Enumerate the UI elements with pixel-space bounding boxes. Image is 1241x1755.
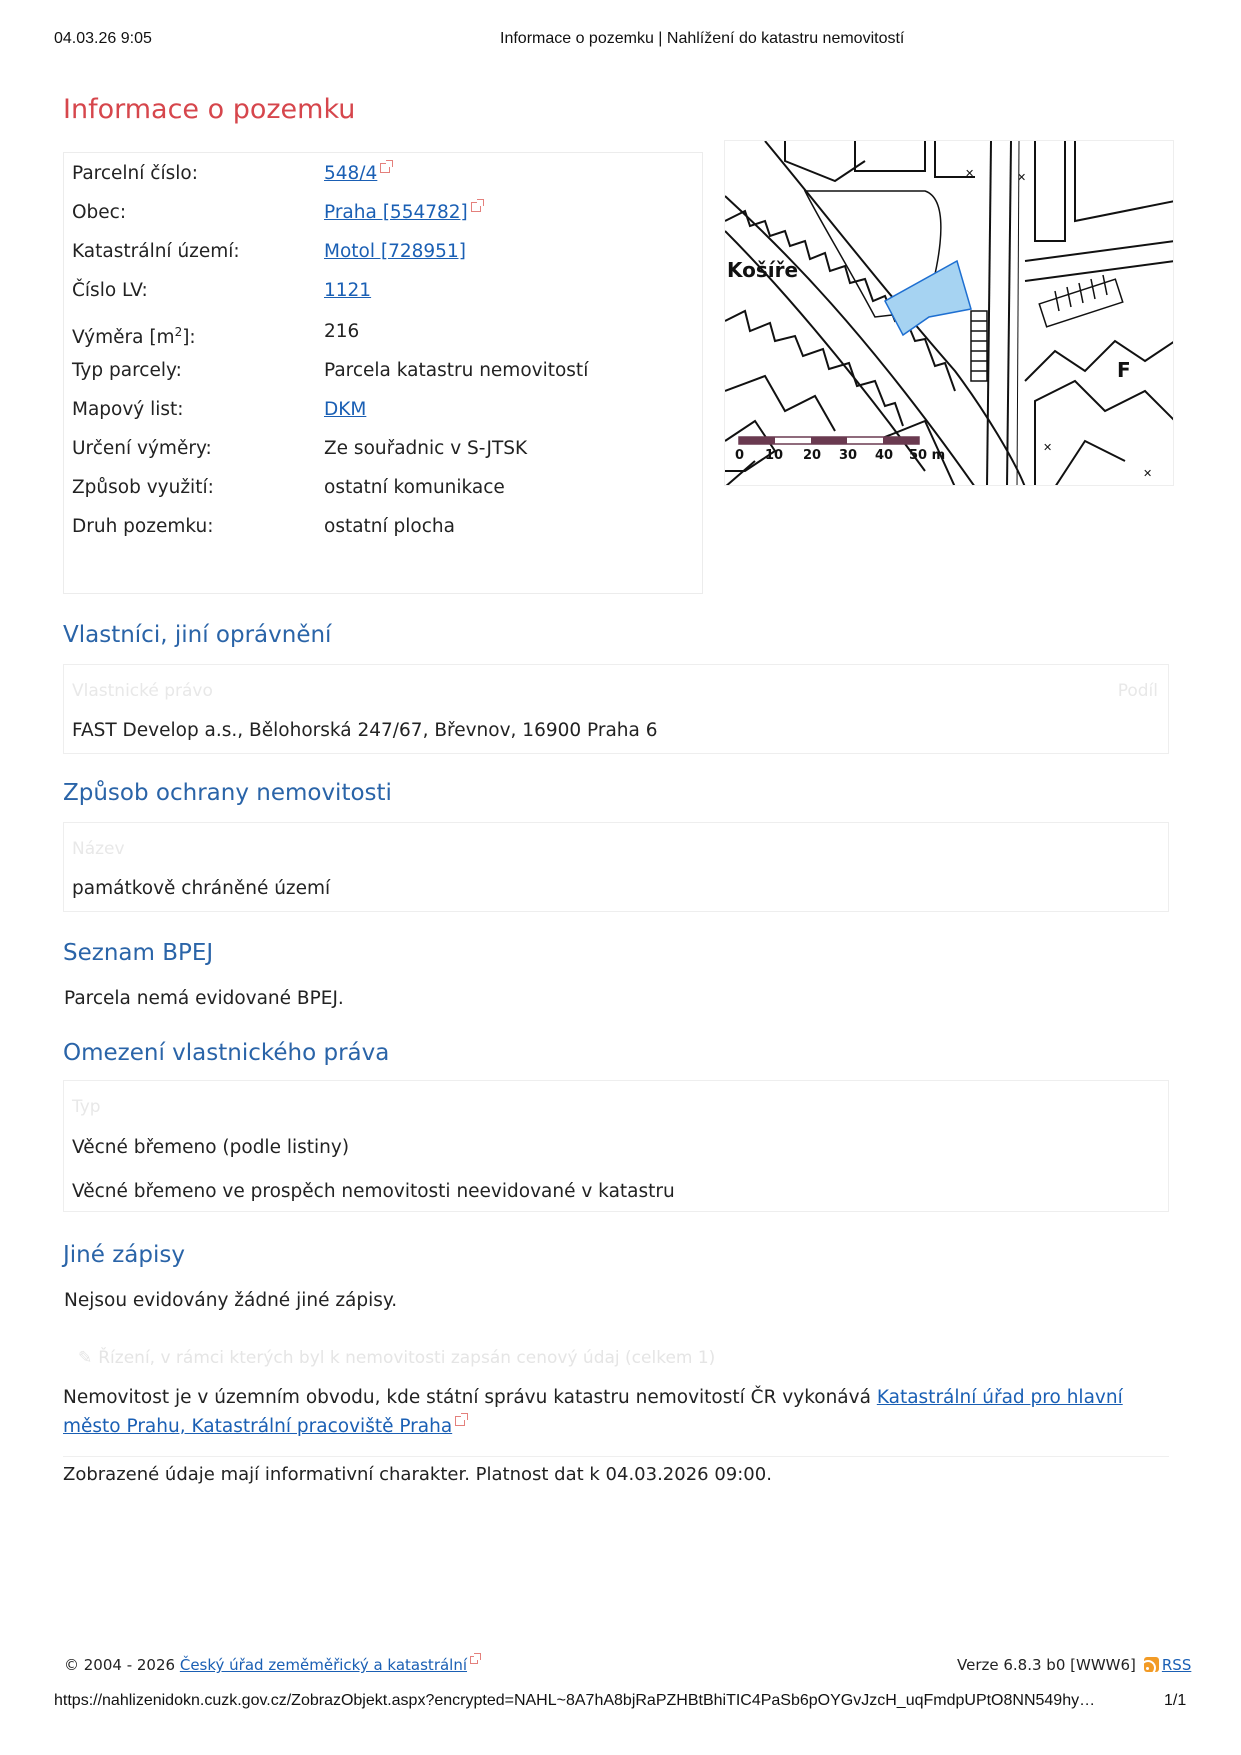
office-link[interactable]: Katastrální úřad pro hlavní město Prahu, Katastrální pracoviště Praha [63, 1387, 1123, 1437]
footer-version [957, 1656, 1191, 1674]
parcel-value-link[interactable]: Praha [554782] [324, 202, 468, 223]
print-page-number: 1/1 [1164, 1692, 1187, 1709]
parcel-info-label: Mapový list: [72, 399, 184, 420]
scale-label: 10 [765, 448, 784, 463]
rss-link[interactable]: RSS [1161, 1656, 1192, 1674]
print-datetime: 04.03.26 9:05 [54, 30, 152, 47]
footer-copyright [64, 1656, 478, 1674]
parcel-info-value: Parcela katastru nemovitostí [324, 360, 589, 381]
bpej-text: Parcela nemá evidované BPEJ. [64, 988, 344, 1009]
svg-text:✕: ✕ [1043, 441, 1053, 454]
parcel-info-label: Typ parcely: [72, 360, 182, 381]
print-header [54, 30, 1184, 50]
restrictions-col: Typ [72, 1097, 101, 1117]
rss-icon[interactable] [1144, 1657, 1159, 1672]
org-link[interactable]: Český úřad zeměměřický a katastrální [179, 1656, 468, 1674]
version-text: Verze 6.8.3 b0 [WWW6] [957, 1656, 1136, 1674]
other-text: Nejsou evidovány žádné jiné zápisy. [64, 1290, 398, 1311]
parcel-map[interactable] [724, 140, 1174, 486]
page-title: Informace o pozemku [63, 94, 356, 125]
external-link-icon [455, 1416, 465, 1426]
parcel-info-value [324, 278, 371, 304]
parcel-info-value [324, 161, 390, 187]
parcel-value-link[interactable]: 548/4 [324, 163, 378, 184]
scale-label: 30 [839, 448, 858, 463]
owners-heading: Vlastníci, jiní oprávnění [63, 622, 332, 648]
map-place-label: Košíře [727, 258, 799, 282]
protection-col: Název [72, 839, 125, 859]
external-link-icon [470, 1656, 478, 1664]
parcel-value-link[interactable]: DKM [324, 399, 367, 420]
parcel-info-value [324, 239, 466, 265]
protection-heading: Způsob ochrany nemovitosti [63, 780, 392, 806]
restriction-row: Věcné břemeno ve prospěch nemovitosti neevidované v katastru [72, 1181, 675, 1202]
svg-text:✕: ✕ [1017, 171, 1027, 184]
owners-col-right: Podíl [1117, 681, 1158, 701]
restrictions-table [63, 1080, 1169, 1212]
map-canvas [725, 141, 1174, 486]
other-heading: Jiné zápisy [63, 1242, 185, 1268]
restrictions-heading: Omezení vlastnického práva [63, 1040, 390, 1066]
owners-table [63, 664, 1169, 754]
print-url: https://nahlizenidokn.cuzk.gov.cz/ZobrazObjekt.aspx?encrypted=NAHL~8A7hA8bjRaPZHBtBhiTIC4PaSb6pOYGvJzcH_uqFmdpUPtO8NN549hy… [54, 1692, 1096, 1709]
svg-text:✕: ✕ [965, 167, 975, 180]
parcel-info-label: Určení výměry: [72, 438, 212, 459]
bpej-heading: Seznam BPEJ [63, 940, 214, 966]
protection-row: památkově chráněné území [72, 878, 331, 899]
parcel-info-value: Ze souřadnic v S-JTSK [324, 438, 528, 459]
parcel-info-value: 216 [324, 321, 360, 342]
scale-label: 40 [875, 448, 894, 463]
scale-label: 0 [735, 448, 745, 463]
pencil-icon: ✎ [78, 1348, 93, 1368]
parcel-info-label: Katastrální území: [72, 241, 240, 262]
protection-table [63, 822, 1169, 912]
parcel-info-label: Číslo LV: [72, 280, 148, 301]
parcel-highlight [885, 261, 971, 335]
parcel-info-value [324, 397, 366, 423]
price-records-label: Řízení, v rámci kterých byl k nemovitosti zapsán cenový údaj (celkem 1) [98, 1348, 716, 1368]
price-records-link[interactable] [78, 1348, 715, 1368]
parcel-info-value: ostatní komunikace [324, 477, 505, 498]
parcel-value-link[interactable]: Motol [728951] [324, 241, 466, 262]
divider [63, 1456, 1169, 1457]
copyright-text: © 2004 - 2026 [64, 1656, 180, 1674]
disclaimer: Zobrazené údaje mají informativní charakter. Platnost dat k 04.03.2026 09:00. [63, 1464, 772, 1485]
office-note [63, 1383, 1173, 1441]
parcel-info-label: Obec: [72, 202, 127, 223]
parcel-info-label: Výměra $[m^2]$: [72, 325, 196, 349]
owner-row: FAST Develop a.s., Bělohorská 247/67, Břevnov, 16900 Praha 6 [72, 720, 658, 741]
external-link-icon [471, 202, 481, 212]
parcel-info-label: Způsob využití: [72, 477, 214, 498]
svg-text:✕: ✕ [1143, 467, 1153, 480]
print-page-title: Informace o pozemku | Nahlížení do katastru nemovitostí [500, 30, 905, 47]
restriction-row: Věcné břemeno (podle listiny) [72, 1137, 350, 1158]
scale-label: 20 [803, 448, 822, 463]
parcel-value-link[interactable]: 1121 [324, 280, 372, 301]
parcel-info-value [324, 200, 481, 226]
office-text: Nemovitost je v územním obvodu, kde státní správu katastru nemovitostí ČR vykonává [63, 1387, 877, 1408]
parcel-info-table [63, 152, 703, 594]
external-link-icon [380, 163, 390, 173]
parcel-info-label: Parcelní číslo: [72, 163, 198, 184]
parcel-info-value: ostatní plocha [324, 516, 455, 537]
svg-text:F: F [1117, 358, 1131, 382]
owners-col-left: Vlastnické právo [72, 681, 213, 701]
scale-label: 50 m [909, 448, 946, 463]
parcel-info-label: Druh pozemku: [72, 516, 214, 537]
map-scale-bar [735, 437, 945, 463]
